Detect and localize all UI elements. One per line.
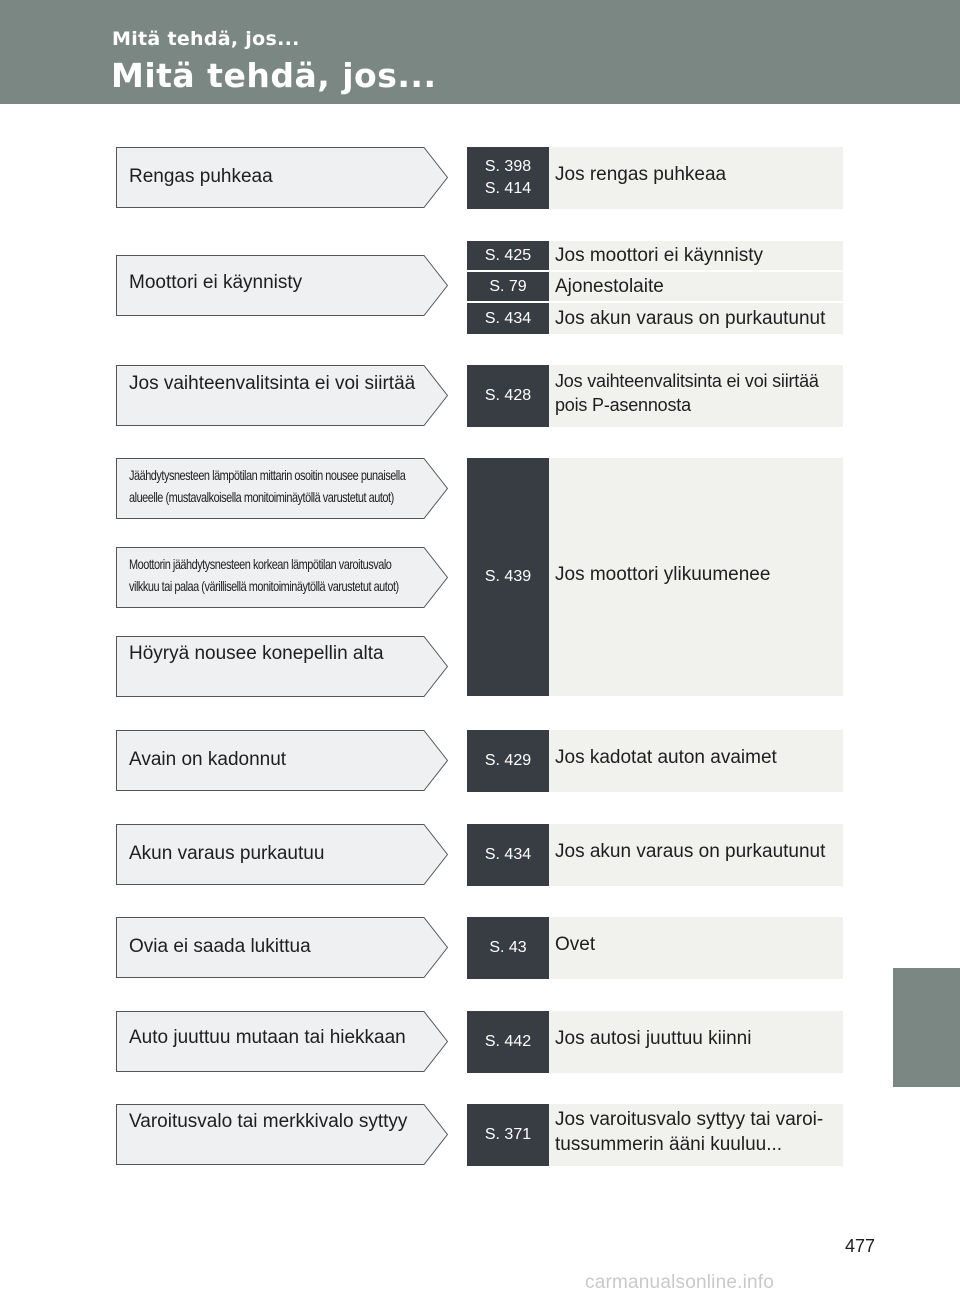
page-reference-text: S. 414 <box>484 180 532 197</box>
page-reference <box>467 1104 549 1166</box>
problem-arrow <box>116 1104 448 1165</box>
solution-box <box>549 365 843 427</box>
page-reference <box>467 303 549 334</box>
solution-text: Jos autosi juuttuu kiinni <box>555 1028 752 1049</box>
solution-text-line-1: Jos varoitusvalo syttyy tai varoi- <box>555 1109 824 1130</box>
page-reference-text: S. 371 <box>484 1126 532 1143</box>
problem-arrow <box>116 458 448 519</box>
page-reference-text: S. 428 <box>484 387 532 404</box>
problem-label-line-1: Moottorin jäähdytysnesteen korkean lämpötilan varoitusvalo <box>129 556 392 572</box>
solution-box <box>549 824 843 886</box>
problem-label-line-1: Jäähdytysnesteen lämpötilan mittarin osoitin nousee punaisella <box>129 467 406 483</box>
problem-arrow <box>116 547 448 608</box>
page-reference-text: S. 439 <box>484 568 532 585</box>
solution-text: Jos moottori ei käynnisty <box>555 245 764 266</box>
solution-text: Jos kadotat auton avaimet <box>555 747 777 768</box>
solution-box <box>549 730 843 792</box>
page-reference <box>467 917 549 979</box>
problem-arrow <box>116 1011 448 1072</box>
solution-text: Ajonestolaite <box>555 276 664 297</box>
page-number: 477 <box>845 1236 876 1256</box>
solution-box <box>549 147 843 209</box>
solution-text: Jos rengas puhkeaa <box>555 164 727 185</box>
page-reference-text: S. 398 <box>484 158 532 175</box>
page-reference <box>467 147 549 209</box>
page-reference-text: S. 79 <box>489 277 527 295</box>
page-reference <box>467 1011 549 1073</box>
problem-arrow <box>116 147 448 208</box>
problem-arrow <box>116 365 448 426</box>
watermark: carmanualsonline.info <box>585 1272 775 1293</box>
solution-text: Jos akun varaus on purkautunut <box>555 841 826 862</box>
problem-label: Akun varaus purkautuu <box>129 843 325 864</box>
problem-label: Ovia ei saada lukittua <box>129 936 311 957</box>
solution-box <box>549 303 843 334</box>
solution-box <box>549 458 843 696</box>
solution-box <box>549 1104 843 1166</box>
chapter-title: Mitä tehdä, jos... <box>111 56 437 95</box>
solution-box <box>549 917 843 979</box>
solution-text: Ovet <box>555 934 596 955</box>
solution-box <box>549 241 843 270</box>
solution-text-line-1: Jos vaihteenvalitsinta ei voi siirtää <box>555 371 819 391</box>
page-reference <box>467 365 549 427</box>
chapter-thumb-tab <box>893 968 960 1087</box>
page-reference-text: S. 442 <box>484 1033 532 1050</box>
problem-label: Rengas puhkeaa <box>129 166 273 187</box>
solution-text: Jos moottori ylikuumenee <box>555 564 771 585</box>
problem-arrow <box>116 730 448 791</box>
solution-text-line-2: pois P-asennosta <box>555 395 691 415</box>
problem-arrow <box>116 636 448 697</box>
page-reference-text: S. 429 <box>484 752 532 769</box>
problem-arrow <box>116 917 448 978</box>
problem-label-line-2: alueelle (mustavalkoisella monitoiminäytöllä varustetut autot) <box>129 489 394 505</box>
chapter-header <box>0 0 960 104</box>
chapter-subtitle: Mitä tehdä, jos... <box>112 28 300 50</box>
problem-label-line-2: vilkkuu tai palaa (värillisellä monitoiminäytöllä varustetut autot) <box>129 578 399 594</box>
page-reference <box>467 824 549 886</box>
page-reference-text: S. 425 <box>484 246 532 264</box>
solution-box <box>549 1011 843 1073</box>
problem-label: Moottori ei käynnisty <box>129 272 303 293</box>
page-reference <box>467 730 549 792</box>
page-reference <box>467 458 549 696</box>
problem-arrow <box>116 824 448 885</box>
solution-text: Jos akun varaus on purkautunut <box>555 308 826 329</box>
problem-arrow <box>116 255 448 316</box>
page-reference-text: S. 434 <box>484 309 532 327</box>
page-reference <box>467 241 549 270</box>
problem-label: Höyryä nousee konepellin alta <box>129 643 384 664</box>
problem-label: Varoitusvalo tai merkkivalo syttyy <box>129 1111 408 1132</box>
problem-label: Avain on kadonnut <box>129 749 287 770</box>
page-reference-text: S. 43 <box>489 939 527 956</box>
page-reference-text: S. 434 <box>484 846 532 863</box>
solution-text-line-2: tussummerin ääni kuuluu... <box>555 1134 783 1155</box>
problem-label: Jos vaihteenvalitsinta ei voi siirtää <box>129 373 416 394</box>
page-reference <box>467 272 549 301</box>
solution-box <box>549 272 843 301</box>
problem-label: Auto juuttuu mutaan tai hiekkaan <box>129 1027 406 1048</box>
